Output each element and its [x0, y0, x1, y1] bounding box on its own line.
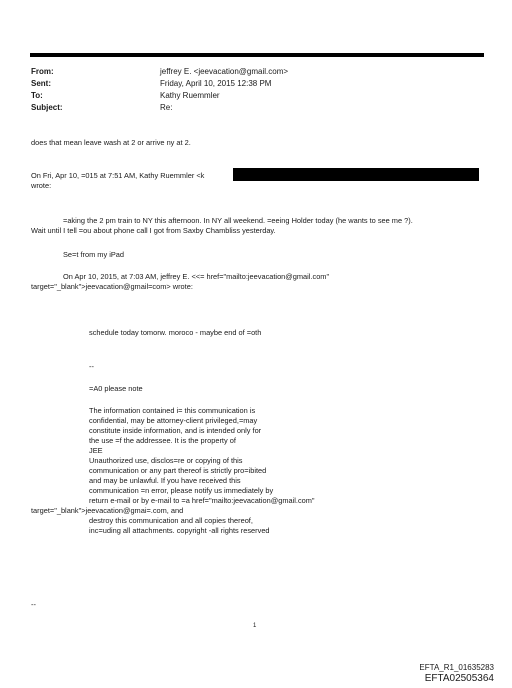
disclaimer-end-line: destroy this communication and all copies thereof, [89, 516, 253, 525]
disclaimer-line: communication =n error, please notify us immediately by [89, 486, 274, 495]
quote2-line1: On Apr 10, 2015, at 7:03 AM, jeffrey E. <<= href="mailto:jeevacation@gmail.com" [63, 272, 330, 281]
subject-label: Subject: [31, 103, 63, 112]
header-rule [30, 53, 484, 57]
disclaimer-line: JEE [89, 446, 103, 455]
to-label: To: [31, 91, 43, 100]
msg1-line1: =aking the 2 pm train to NY this afternoon. In NY all weekend. =eeing Holder today (he wants to see me ?). [63, 216, 413, 225]
schedule-text: schedule today tomorw. moroco - maybe end of =oth [89, 328, 262, 337]
disclaimer-line: communication or any part thereof is strictly pro=ibited [89, 466, 267, 475]
disclaimer-line: The information contained i= this communication is [89, 406, 256, 415]
quote1-line2: wrote: [31, 181, 52, 190]
disclaimer-line: confidential, may be attorney-client privileged,=may [89, 416, 258, 425]
reply-text: does that mean leave wash at 2 or arrive ny at 2. [31, 138, 191, 147]
document-id-secondary: EFTA02505364 [424, 673, 494, 684]
disclaimer-end-line: inc=uding all attachments. copyright -all rights reserved [89, 526, 270, 535]
page-number: 1 [253, 623, 257, 629]
disclaimer-line: and may be unlawful. If you have received this [89, 476, 241, 485]
from-value: jeffrey E. <jeevacation@gmail.com> [160, 67, 289, 76]
disclaimer-line: constitute inside information, and is intended only for [89, 426, 262, 435]
dash-separator-bottom: -- [31, 600, 36, 609]
quote1-line1: On Fri, Apr 10, =015 at 7:51 AM, Kathy Ruemmler <k [31, 171, 205, 180]
disclaimer-line: the use =f the addressee. It is the property of [89, 436, 236, 445]
note-text: =A0 please note [89, 384, 143, 393]
subject-value: Re: [160, 103, 173, 112]
msg1-line2: Wait until I tell =ou about phone call I got from Saxby Chambliss yesterday. [31, 226, 276, 235]
from-label: From: [31, 67, 54, 76]
to-value: Kathy Ruemmler [160, 91, 220, 100]
dash-separator: -- [89, 362, 94, 371]
quote2-line2: target="_blank">jeevacation@gmail=com> wrote: [31, 282, 193, 291]
target-line: target="_blank">jeevacation@gmai=.com, and [31, 506, 184, 515]
redaction-bar [233, 168, 479, 181]
document-id: EFTA_R1_01635283 [419, 663, 494, 672]
sent-from-text: Se=t from my iPad [63, 250, 124, 259]
sent-value: Friday, April 10, 2015 12:38 PM [160, 79, 272, 88]
disclaimer-line: Unauthorized use, disclos=re or copying of this [89, 456, 243, 465]
disclaimer-line: return e-mail or by e-mail to =a href="mailto:jeevacation@gmail.com" [89, 496, 315, 505]
sent-label: Sent: [31, 79, 51, 88]
